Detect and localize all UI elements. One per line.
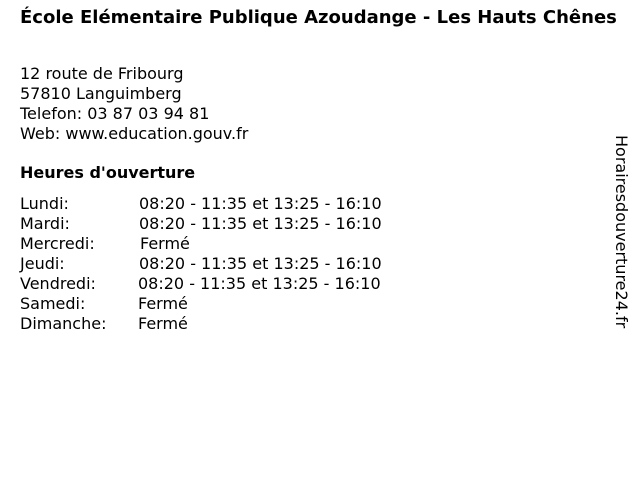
address-city: 57810 Languimberg — [20, 84, 182, 103]
hours-row-friday — [20, 274, 440, 294]
phone-number: Telefon: 03 87 03 94 81 — [20, 104, 210, 123]
hours-row-sunday — [20, 314, 440, 334]
day-label: Mardi: — [20, 214, 70, 233]
page-title: École Elémentaire Publique Azoudange - Les Hauts Chênes — [20, 7, 617, 28]
hours-row-wednesday — [20, 234, 440, 254]
day-hours: 08:20 - 11:35 et 13:25 - 16:10 — [138, 274, 381, 293]
day-label: Jeudi: — [20, 254, 65, 273]
day-hours: 08:20 - 11:35 et 13:25 - 16:10 — [139, 254, 382, 273]
day-hours: 08:20 - 11:35 et 13:25 - 16:10 — [139, 194, 382, 213]
opening-hours-heading: Heures d'ouverture — [20, 163, 196, 182]
hours-row-monday — [20, 194, 440, 214]
hours-row-thursday — [20, 254, 440, 274]
day-hours: Fermé — [138, 314, 188, 333]
website: Web: www.education.gouv.fr — [20, 124, 249, 143]
address-street: 12 route de Fribourg — [20, 64, 184, 83]
watermark-text: Horairesdouverture24.fr — [612, 135, 631, 329]
day-label: Vendredi: — [20, 274, 96, 293]
day-label: Mercredi: — [20, 234, 95, 253]
day-hours: Fermé — [140, 234, 190, 253]
day-hours: Fermé — [138, 294, 188, 313]
site-watermark — [611, 135, 631, 345]
hours-row-saturday — [20, 294, 440, 314]
opening-hours-table — [20, 194, 440, 334]
address-block — [20, 64, 248, 144]
day-label: Lundi: — [20, 194, 69, 213]
hours-row-tuesday — [20, 214, 440, 234]
day-label: Dimanche: — [20, 314, 107, 333]
day-label: Samedi: — [20, 294, 86, 313]
day-hours: 08:20 - 11:35 et 13:25 - 16:10 — [139, 214, 382, 233]
